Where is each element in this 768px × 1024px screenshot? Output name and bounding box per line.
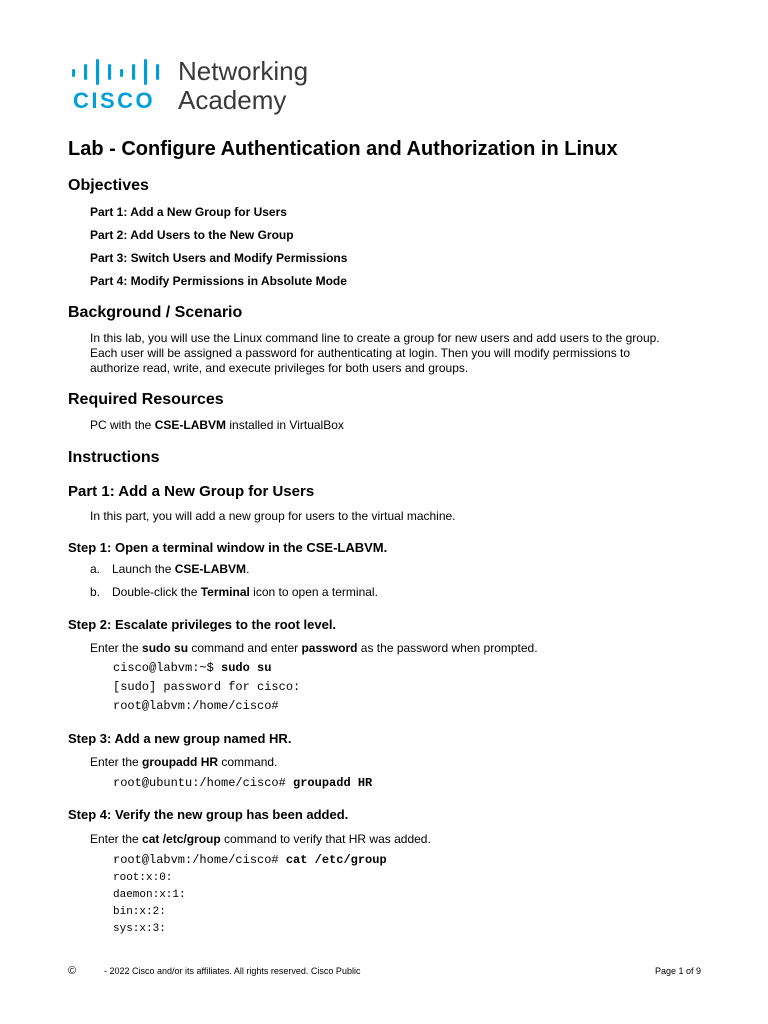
code-line [113,853,387,867]
step4-command: cat /etc/group [142,832,221,846]
step2-t3: as the password when prompted. [357,641,538,655]
background-line: Each user will be assigned a password for authenticating at login. Then you will modify permissions to [90,346,631,360]
code-line: root@labvm:/home/cisco# [113,699,279,713]
logo-networking-text: Networking [178,56,309,86]
code-output-line: daemon:x:1: [113,889,186,901]
code-line: [sudo] password for cisco: [113,680,301,694]
footer-text: - 2022 Cisco and/or its affiliates. All rights reserved. Cisco Public [104,966,361,976]
cisco-networking-academy-logo [72,56,332,120]
objective-item: Part 1: Add a New Group for Users [90,205,287,219]
resources-heading: Required Resources [68,391,224,408]
code-prompt: cisco@labvm:~$ [113,661,222,675]
step2-heading: Step 2: Escalate privileges to the root level. [68,617,337,632]
step2-t1: Enter the [90,641,143,655]
step2-command: sudo su [142,641,189,655]
cisco-wordmark: CISCO [73,88,156,113]
logo-academy-text: Academy [178,85,287,115]
step1-item-b [90,585,378,599]
objective-item: Part 2: Add Users to the New Group [90,228,294,242]
step3-t2: command. [218,755,278,769]
code-command: sudo su [221,661,272,675]
step1-b-post: icon to open a terminal. [249,585,378,599]
code-line [113,776,372,790]
code-line [113,661,271,675]
step1-a-pre: Launch the [112,562,175,576]
code-output-line: sys:x:3: [113,923,166,935]
step1-item-a [90,562,249,576]
code-output-line: bin:x:2: [113,906,166,918]
step2-t2: command and enter [188,641,302,655]
resources-post: installed in VirtualBox [226,418,344,432]
background-heading: Background / Scenario [68,304,243,321]
part1-heading: Part 1: Add a New Group for Users [68,483,315,500]
step4-t2: command to verify that HR was added. [220,832,431,846]
document-title: Lab - Configure Authentication and Authorization in Linux [68,138,618,160]
instructions-heading: Instructions [68,449,160,466]
resources-pre: PC with the [90,418,155,432]
objectives-heading: Objectives [68,177,149,194]
step3-command: groupadd HR [142,755,219,769]
code-prompt: root@ubuntu:/home/cisco# [113,776,294,790]
code-command: groupadd HR [293,776,373,790]
cisco-bars-icon [72,59,167,85]
step1-b-pre: Double-click the [112,585,201,599]
background-line: authorize read, write, and execute privileges for both users and groups. [90,361,469,375]
code-output-line: root:x:0: [113,872,173,884]
code-prompt: root@labvm:/home/cisco# [113,853,286,867]
copyright-symbol: © [68,965,77,977]
list-marker: a. [90,562,101,576]
list-marker: b. [90,585,101,599]
step2-text [90,641,538,655]
part1-intro: In this part, you will add a new group for users to the virtual machine. [90,509,456,523]
objective-item: Part 3: Switch Users and Modify Permissions [90,251,348,265]
objective-item: Part 4: Modify Permissions in Absolute Mode [90,274,347,288]
step1-heading: Step 1: Open a terminal window in the CSE-LABVM. [68,540,388,555]
step4-t1: Enter the [90,832,143,846]
step4-heading: Step 4: Verify the new group has been added. [68,807,349,822]
resources-vm-name: CSE-LABVM [154,418,227,432]
step1-a-bold: CSE-LABVM [174,562,247,576]
background-line: In this lab, you will use the Linux command line to create a group for new users and add users to the group. [90,331,660,345]
step1-b-bold: Terminal [200,585,250,599]
code-command: cat /etc/group [285,853,387,867]
step4-text [90,832,431,846]
step3-text [90,755,277,769]
step3-heading: Step 3: Add a new group named HR. [68,731,292,746]
resources-text [90,418,344,432]
step2-password: password [301,641,358,655]
page-number: Page 1 of 9 [654,966,701,976]
step3-t1: Enter the [90,755,143,769]
step1-a-post: . [246,562,250,576]
